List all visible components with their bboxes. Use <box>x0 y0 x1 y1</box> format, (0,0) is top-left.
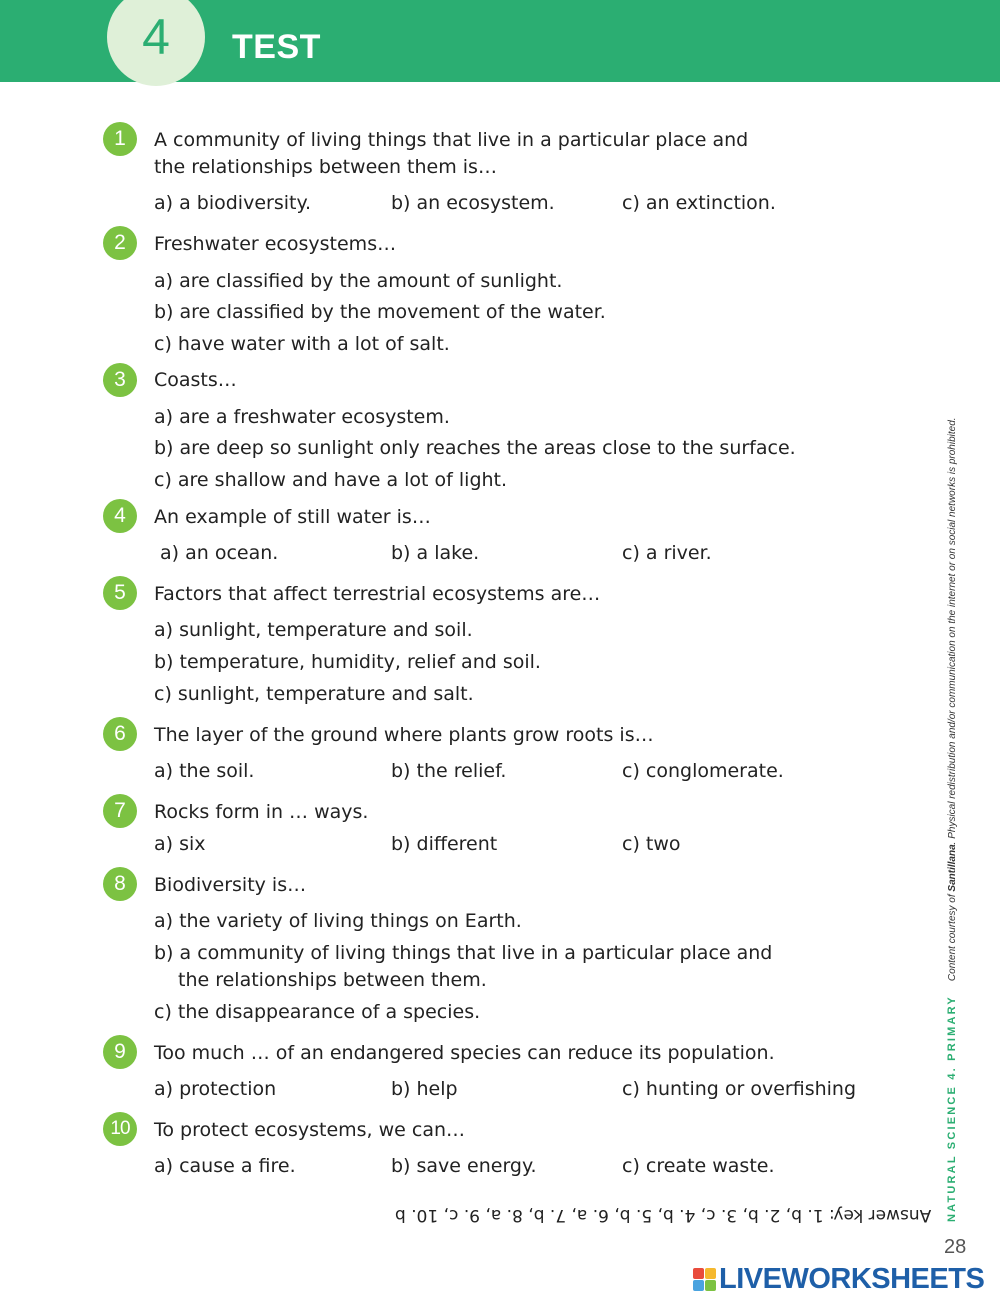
question-4-option-c[interactable]: c) a river. <box>622 542 712 564</box>
question-8-option-b-line2[interactable]: the relationships between them. <box>178 969 487 991</box>
question-2-stem: Freshwater ecosystems… <box>154 233 397 255</box>
question-1-option-b[interactable]: b) an ecosystem. <box>391 192 555 214</box>
question-3-option-c[interactable]: c) are shallow and have a lot of light. <box>154 469 508 491</box>
question-5-option-c[interactable]: c) sunlight, temperature and salt. <box>154 683 474 705</box>
question-4-number: 4 <box>103 499 137 533</box>
unit-number-badge: 4 <box>107 0 205 86</box>
courtesy-prefix: Content courtesy of <box>947 891 958 982</box>
question-7-option-b[interactable]: b) different <box>391 833 498 855</box>
question-2-option-a[interactable]: a) are classified by the amount of sunlight. <box>154 270 563 292</box>
question-3-option-b[interactable]: b) are deep so sunlight only reaches the areas close to the surface. <box>154 437 796 459</box>
header-bar <box>0 0 1000 82</box>
side-credit <box>944 400 960 1222</box>
question-10-number: 10 <box>103 1112 137 1146</box>
question-5-option-a[interactable]: a) sunlight, temperature and soil. <box>154 619 473 641</box>
subject-label: NATURAL SCIENCE 4. PRIMARY <box>946 995 958 1222</box>
question-9-number: 9 <box>103 1035 137 1069</box>
question-9-stem: Too much … of an endangered species can reduce its population. <box>154 1042 775 1064</box>
brand-name: Santillana <box>947 844 958 892</box>
question-1-option-c[interactable]: c) an extinction. <box>622 192 776 214</box>
page-title: TEST <box>232 28 321 66</box>
question-1-stem: A community of living things that live in a particular place and <box>154 129 749 151</box>
question-5-stem: Factors that affect terrestrial ecosystems are… <box>154 583 601 605</box>
liveworksheets-wordmark: LIVEWORKSHEETS <box>719 1262 985 1295</box>
question-2-option-c[interactable]: c) have water with a lot of salt. <box>154 333 450 355</box>
question-7-option-c[interactable]: c) two <box>622 833 681 855</box>
question-9-option-b[interactable]: b) help <box>391 1078 458 1100</box>
question-5-option-b[interactable]: b) temperature, humidity, relief and soil. <box>154 651 541 673</box>
question-10-option-b[interactable]: b) save energy. <box>391 1155 537 1177</box>
question-8-option-a[interactable]: a) the variety of living things on Earth. <box>154 910 522 932</box>
question-3-option-a[interactable]: a) are a freshwater ecosystem. <box>154 406 450 428</box>
question-9-option-a[interactable]: a) protection <box>154 1078 277 1100</box>
question-1-stem-line2: the relationships between them is… <box>154 156 497 178</box>
question-5-number: 5 <box>103 576 137 610</box>
question-6-option-c[interactable]: c) conglomerate. <box>622 760 784 782</box>
question-4-stem: An example of still water is… <box>154 506 431 528</box>
question-8-option-b[interactable]: b) a community of living things that live in a particular place and <box>154 942 773 964</box>
question-3-stem: Coasts… <box>154 369 237 391</box>
question-10-stem: To protect ecosystems, we can… <box>154 1119 466 1141</box>
question-8-stem: Biodiversity is… <box>154 874 307 896</box>
question-8-option-c[interactable]: c) the disappearance of a species. <box>154 1001 481 1023</box>
question-1-option-a[interactable]: a) a biodiversity. <box>154 192 312 214</box>
question-1-number: 1 <box>103 122 137 156</box>
page-number: 28 <box>944 1236 967 1258</box>
question-9-option-c[interactable]: c) hunting or overfishing <box>622 1078 857 1100</box>
question-4-option-b[interactable]: b) a lake. <box>391 542 480 564</box>
question-8-number: 8 <box>103 867 137 901</box>
question-10-option-c[interactable]: c) create waste. <box>622 1155 775 1177</box>
question-10-option-a[interactable]: a) cause a fire. <box>154 1155 296 1177</box>
question-4-option-a[interactable]: a) an ocean. <box>160 542 279 564</box>
question-3-number: 3 <box>103 363 137 397</box>
copyright-notice: . Physical redistribution and/or communication on the internet or on social networks is prohibited. <box>947 417 958 845</box>
question-6-stem: The layer of the ground where plants grow roots is… <box>154 724 654 746</box>
question-6-option-b[interactable]: b) the relief. <box>391 760 507 782</box>
question-7-stem: Rocks form in … ways. <box>154 801 369 823</box>
answer-key: Answer key: 1. b, 2. b, 3. c, 4. b, 5. b, 6. a, 7. b, 8. a, 9. c, 10. b <box>395 1205 932 1225</box>
question-7-option-a[interactable]: a) six <box>154 833 206 855</box>
question-6-option-a[interactable]: a) the soil. <box>154 760 255 782</box>
question-2-number: 2 <box>103 226 137 260</box>
question-2-option-b[interactable]: b) are classified by the movement of the water. <box>154 301 606 323</box>
question-6-number: 6 <box>103 717 137 751</box>
question-7-number: 7 <box>103 794 137 828</box>
liveworksheets-logo[interactable] <box>693 1262 985 1295</box>
liveworksheets-icon <box>693 1268 716 1291</box>
